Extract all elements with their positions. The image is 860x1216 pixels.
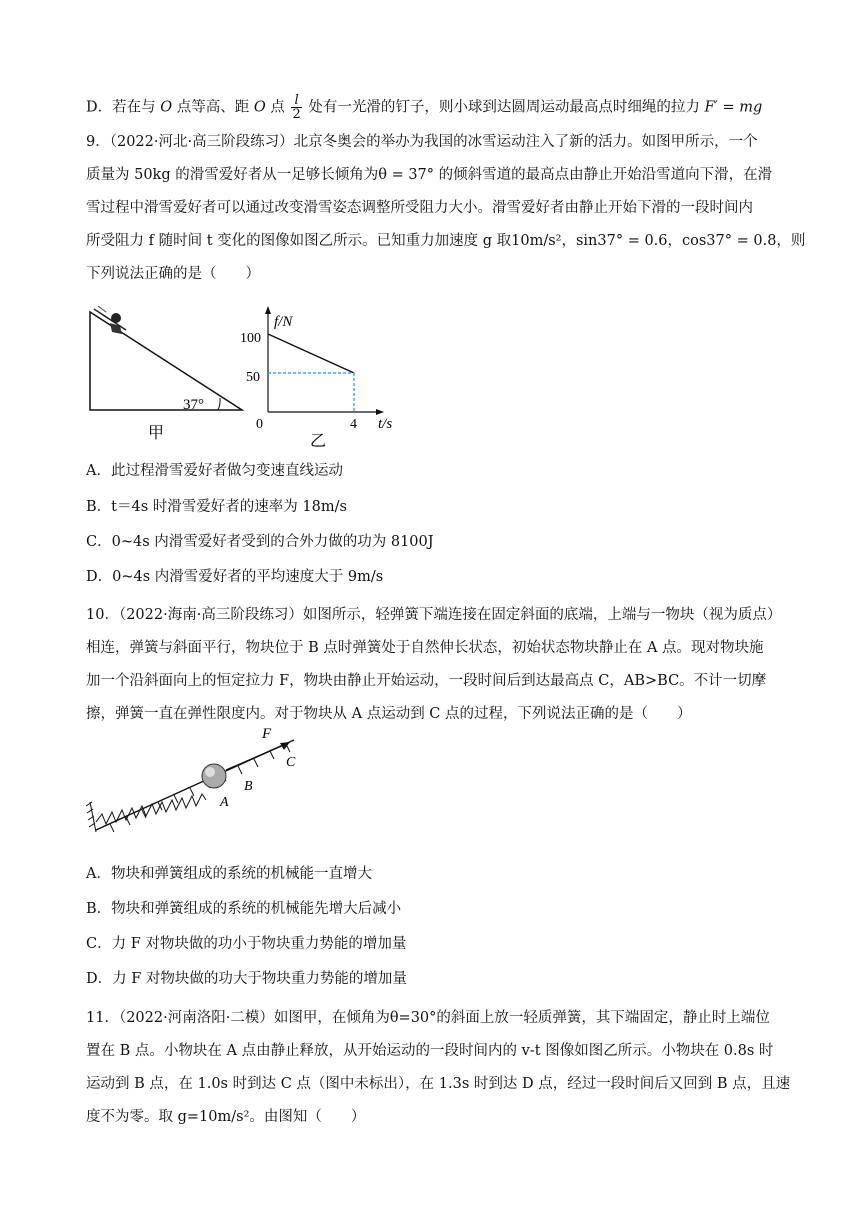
force-equation: = mg	[722, 99, 763, 116]
figure-yi-label: 乙	[310, 433, 327, 450]
q10-option-c: C．力 F 对物块做的功小于物块重力势能的增加量	[86, 936, 407, 952]
q11-stem-line1: 11．（2022·河南洛阳·二模）如图甲，在倾角为θ=30°的斜面上放一轻质弹簧，其下端固定，静止时上端位	[86, 1010, 770, 1026]
point-o: O	[253, 99, 266, 116]
fraction-l-over-2	[291, 94, 301, 121]
label-b: B	[244, 779, 253, 794]
f-t-data-line	[268, 334, 354, 373]
x-axis-label: t/s	[378, 416, 393, 432]
q8-option-d-part2: 点等高、距	[176, 99, 250, 116]
q11-stem-line3: 运动到 B 点，在 1.0s 时到达 C 点（图中未标出），在 1.3s 时到达 D 点，经过一段时间后又回到 B 点，且速	[86, 1076, 791, 1092]
y-tick-50: 50	[246, 370, 260, 385]
q10-stem-line3: 加一个沿斜面向上的恒定拉力 F，物块由静止开始运动，一段时间后到达最高点 C，AB>BC。不计一切摩	[86, 673, 767, 689]
label-f: F	[262, 726, 272, 742]
q10-stem-line2: 相连，弹簧与斜面平行，物块位于 B 点时弹簧处于自然伸长状态，初始状态物块静止在 A 点。现对物块施	[86, 640, 764, 656]
q9-stem-line4: 所受阻力 f 随时间 t 变化的图像如图乙所示。已知重力加速度 g 取10m/s²，sin37° = 0.6，cos37° = 0.8，则	[86, 233, 806, 249]
q8-option-d-part1: D．若在与	[86, 99, 156, 116]
q10-stem-line1: 10．（2022·海南·高三阶段练习）如图所示，轻弹簧下端连接在固定斜面的底端，上端与一物块（视为质点）	[86, 607, 782, 623]
q9-stem-line3: 雪过程中滑雪爱好者可以通过改变滑雪姿态调整所受阻力大小。滑雪爱好者由静止开始下滑的一段时间内	[86, 200, 753, 216]
q10-option-d: D．力 F 对物块做的功大于物块重力势能的增加量	[86, 971, 407, 987]
q8-option-d-part3: 点	[270, 99, 285, 116]
q9-option-b: B．t＝4s 时滑雪爱好者的速率为 18m/s	[86, 499, 347, 515]
q9-stem-line2: 质量为 50kg 的滑雪爱好者从一足够长倾角为θ = 37° 的倾斜雪道的最高点由静止开始沿雪道向下滑，在滑	[86, 167, 773, 183]
point-o: O	[160, 99, 173, 116]
q9-stem-line1: 9．（2022·河北·高三阶段练习）北京冬奥会的举办为我国的冰雪运动注入了新的活力。如图甲所示，一个	[86, 134, 758, 150]
q10-stem-line4: 擦，弹簧一直在弹性限度内。对于物块从 A 点运动到 C 点的过程，下列说法正确的是（ ）	[86, 706, 692, 722]
q10-option-a: A．物块和弹簧组成的系统的机械能一直增大	[86, 866, 372, 882]
angle-arc	[218, 398, 220, 410]
q9-option-d: D．0~4s 内滑雪爱好者的平均速度大于 9m/s	[86, 569, 384, 585]
q8-option-d	[86, 94, 762, 121]
q10-option-b: B．物块和弹簧组成的系统的机械能先增大后减小	[86, 901, 402, 917]
force-f-prime: F′	[704, 99, 718, 116]
wall-hatching	[86, 802, 96, 832]
incline-hatching	[110, 744, 290, 832]
q11-stem-line2: 置在 B 点。小物块在 A 点由静止释放，从开始运动的一段时间内的 v-t 图像如图乙所示。小物块在 0.8s 时	[86, 1043, 774, 1059]
figure-jia-label: 甲	[148, 425, 165, 442]
q9-option-a: A．此过程滑雪爱好者做匀变速直线运动	[86, 463, 343, 479]
label-a: A	[220, 795, 229, 810]
y-axis-label: f/N	[274, 314, 293, 330]
x-tick-4: 4	[350, 417, 357, 432]
spring-incline-figure	[80, 722, 320, 842]
force-arrow	[226, 744, 286, 770]
x-axis-arrow	[376, 409, 384, 415]
q9-option-c: C．0~4s 内滑雪爱好者受到的合外力做的功为 8100J	[86, 534, 434, 550]
figure-jia-incline	[80, 300, 260, 450]
q11-stem-line4: 度不为零。取 g=10m/s²。由图知（ ）	[86, 1109, 366, 1125]
label-c: C	[286, 755, 296, 770]
q8-option-d-part4: 处有一光滑的钉子，则小球到达圆周运动最高点时细绳的拉力	[308, 99, 700, 116]
fraction-numerator: l	[291, 94, 301, 108]
skier-icon	[94, 306, 126, 334]
figure-yi-graph	[240, 300, 410, 450]
spring	[96, 794, 206, 824]
block-ball	[202, 764, 226, 788]
angle-label: 37°	[183, 397, 204, 413]
y-axis-arrow	[265, 306, 271, 314]
fraction-denominator: 2	[292, 107, 301, 122]
q9-stem-line5: 下列说法正确的是（ ）	[86, 266, 260, 282]
origin-label: 0	[256, 417, 263, 432]
ball-highlight	[205, 767, 215, 777]
y-tick-100: 100	[240, 331, 261, 346]
